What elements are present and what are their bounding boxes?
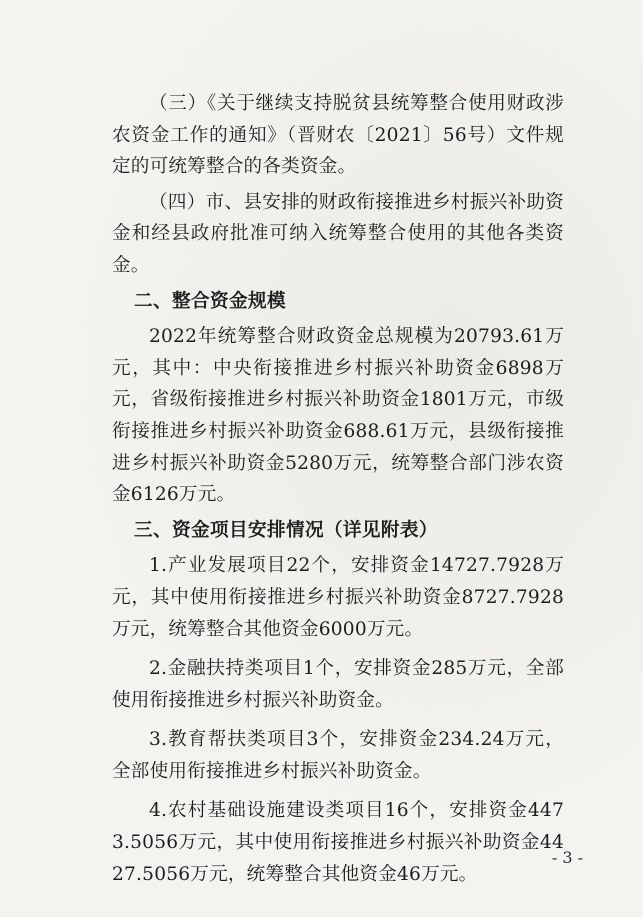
section-heading-project-arrangement: 三、资金项目安排情况（详见附表） <box>134 519 438 541</box>
paragraph-infrastructure-projects: 4.农村基础设施建设类项目16个，安排资金4473.5056万元，其中使用衔接推进乡村振兴补助资金4427.5056万元，统筹整合其他资金46万元。 <box>112 800 564 885</box>
page-number: - 3 - <box>551 848 583 867</box>
paragraph-funding-source-4: （四）市、县安排的财政衔接推进乡村振兴补助资金和经县政府批准可纳入统筹整合使用的其他各类资金。 <box>112 191 564 276</box>
paragraph-funding-scale: 2022年统筹整合财政资金总规模为20793.61万元，其中：中央衔接推进乡村振兴补助资金6898万元，省级衔接推进乡村振兴补助资金1801万元，市级衔接推进乡村振兴补助资金688.61万元，县级衔接推进乡村振兴补助资金5280万元，统筹整合部门涉农资金6126万元。 <box>112 326 564 506</box>
paragraph-funding-source-3: （三）《关于继续支持脱贫县统筹整合使用财政涉农资金工作的通知》（晋财农〔2021〕56号）文件规定的可统筹整合的各类资金。 <box>112 93 564 178</box>
paragraph-industry-projects: 1.产业发展项目22个，安排资金14727.7928万元，其中使用衔接推进乡村振兴补助资金8727.7928万元，统筹整合其他资金6000万元。 <box>112 555 564 640</box>
document-body <box>112 88 564 890</box>
paragraph-finance-projects: 2.金融扶持类项目1个，安排资金285万元，全部使用衔接推进乡村振兴补助资金。 <box>112 658 564 711</box>
section-heading-funding-scale: 二、整合资金规模 <box>134 290 286 312</box>
paragraph-education-projects: 3.教育帮扶类项目3个，安排资金234.24万元，全部使用衔接推进乡村振兴补助资金。 <box>112 729 564 782</box>
